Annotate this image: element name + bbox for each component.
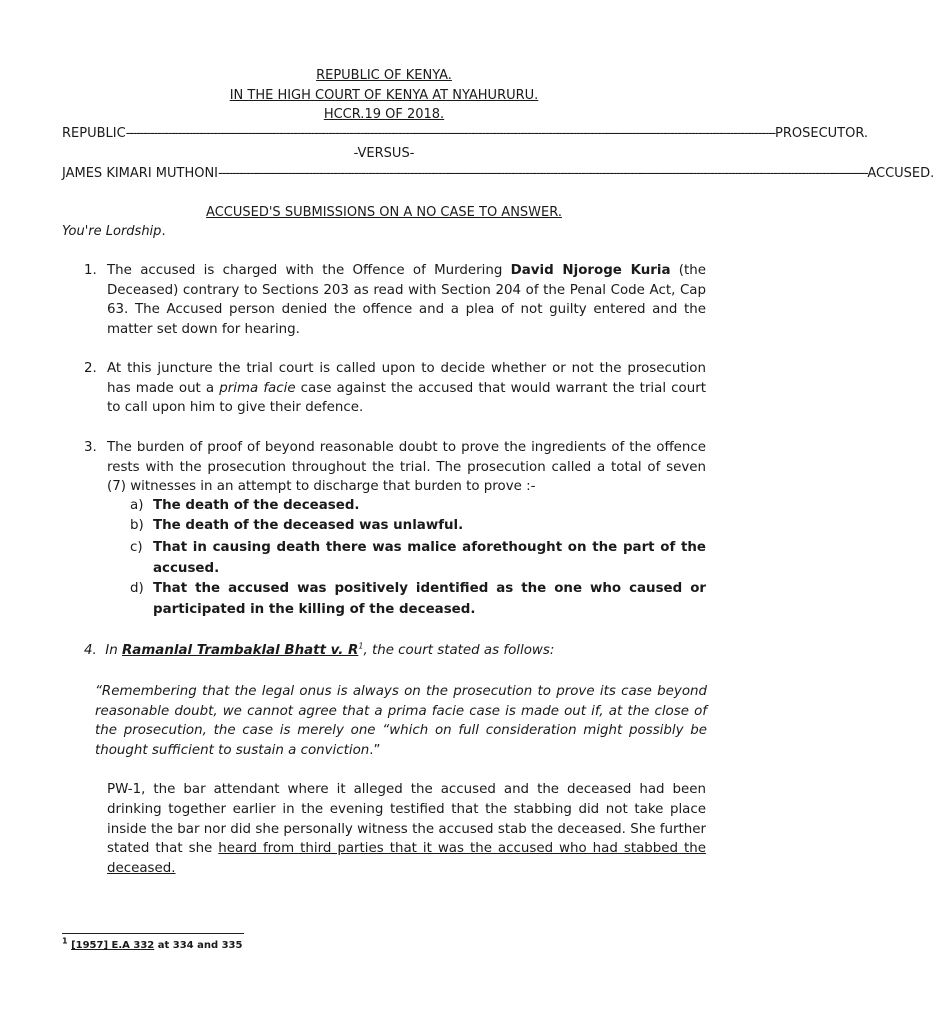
prima-facie-term: prima facie <box>219 380 296 396</box>
list-item-letter: a) <box>130 498 144 513</box>
list-item <box>130 516 706 537</box>
footnote-pages: at 334 and 335 <box>154 940 243 951</box>
salutation <box>62 224 166 239</box>
footnote-citation: [1957] E.A 332 <box>71 940 155 951</box>
pw1-paragraph <box>107 780 706 879</box>
list-item-text: That the accused was positively identified as the one who caused or participated in the killing of the deceased. <box>153 581 706 617</box>
party-accused <box>62 166 934 181</box>
paragraph-4-pre: In <box>105 643 122 658</box>
footnote-reference[interactable]: 1 <box>358 641 364 651</box>
footnote <box>62 936 243 951</box>
case-citation: Ramanlal Trambaklal Bhatt v. R <box>122 643 359 658</box>
pw1-underlined-text: heard from third parties that it was the accused who had stabbed the deceased. <box>107 841 706 877</box>
list-item-letter: d) <box>130 581 144 596</box>
paragraph-2-text <box>107 359 706 418</box>
deceased-name: David Njoroge Kuria <box>510 263 671 278</box>
versus-line: -VERSUS- <box>353 146 415 161</box>
header-court: IN THE HIGH COURT OF KENYA AT NYAHURURU. <box>229 88 539 103</box>
paragraph-3-number: 3. <box>84 440 97 455</box>
party-prosecution <box>62 126 869 141</box>
paragraph-4 <box>84 641 706 661</box>
submissions-title: ACCUSED'S SUBMISSIONS ON A NO CASE TO ANSWER. <box>206 205 562 220</box>
list-item <box>130 496 706 517</box>
pw1-text: PW-1, the bar attendant where it alleged the accused and the deceased had been drinking together earlier in the evening testified that the stabbing did not take place inside the bar nor did she personally witness the accused stab the deceased. She further stated that she <box>107 782 706 857</box>
accused-dash-leader: ------------------------------------------------------------------------------------------------------------------------------------------------------------------------------------------ <box>218 166 868 181</box>
block-quote <box>95 682 707 760</box>
salutation-text: You're Lordship <box>62 224 162 239</box>
paragraph-1-text <box>107 261 706 339</box>
accused-role: ACCUSED. <box>867 166 934 181</box>
paragraph-2-text-b: case against the accused that would warrant the trial court to call upon him to give their defence. <box>107 380 706 416</box>
paragraph-2-text-a: At this juncture the trial court is called upon to decide whether or not the prosecution has made out a <box>107 361 706 396</box>
paragraph-4-number: 4. <box>84 643 97 658</box>
list-item-text: That in causing death there was malice aforethought on the part of the accused. <box>153 540 706 576</box>
paragraph-1 <box>84 261 706 339</box>
quote-text-b: “which on full consideration might possibly be thought sufficient to sustain a conviction <box>95 723 707 758</box>
paragraph-1-number: 1. <box>84 263 97 278</box>
list-item-text: The death of the deceased. <box>153 498 360 513</box>
prosecution-dash-leader: ------------------------------------------------------------------------------------------------------------------------------------------------------------------------------------------ <box>125 126 775 141</box>
footnote-mark: 1 <box>62 936 68 946</box>
paragraph-2-number: 2. <box>84 361 97 376</box>
paragraph-4-post: , the court stated as follows: <box>363 643 555 658</box>
footnote-separator <box>62 933 244 934</box>
list-item-text: The death of the deceased was unlawful. <box>153 518 464 533</box>
paragraph-1-text-a: The accused is charged with the Offence of Murdering <box>107 263 511 278</box>
paragraph-3 <box>84 438 706 497</box>
prosecution-name: REPUBLIC <box>62 126 126 141</box>
header-case-number: HCCR.19 OF 2018. <box>323 107 445 122</box>
paragraph-3-text: The burden of proof of beyond reasonable doubt to prove the ingredients of the offence rests with the prosecution throughout the trial. The prosecution called a total of seven (7) witnesses in an attempt to discharge that burden to prove :- <box>107 440 706 495</box>
paragraph-2 <box>84 359 706 418</box>
prosecution-role: PROSECUTOR. <box>775 126 869 141</box>
list-item <box>130 579 706 620</box>
list-item-letter: c) <box>130 540 143 555</box>
quote-text-a: “Remembering that the legal onus is always on the prosecution to prove its case beyond reasonable doubt, we cannot agree that a prima facie case is made out if, at the close of the prosecution, the case is merely one <box>95 684 707 738</box>
salutation-period: . <box>161 224 166 239</box>
header-republic: REPUBLIC OF KENYA. <box>316 68 452 83</box>
list-item-letter: b) <box>130 518 144 533</box>
paragraph-1-text-b: (the Deceased) contrary to Sections 203 as read with Section 204 of the Penal Code Act, Cap 63. The Accused person denied the offence and a plea of not guilty entered and the matter set down for hearing. <box>107 263 707 337</box>
list-item <box>130 538 706 579</box>
accused-name: JAMES KIMARI MUTHONI <box>62 166 219 181</box>
quote-text-c: .” <box>369 742 381 758</box>
